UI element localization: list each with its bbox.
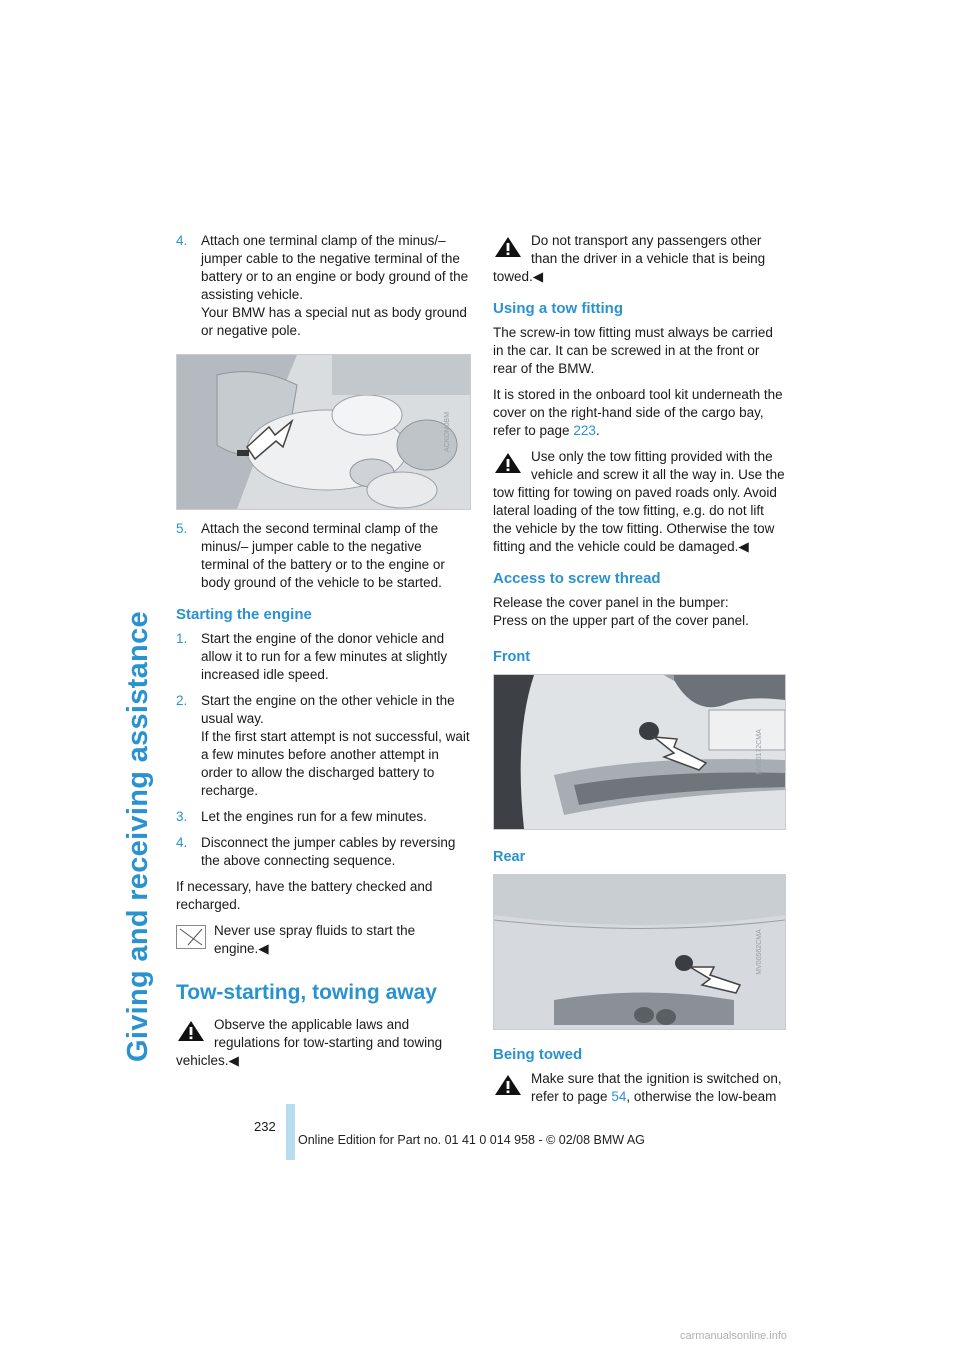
step-number: 1. <box>176 631 188 646</box>
image-code: MV00562CMA <box>756 929 764 975</box>
warning-text: Make sure that the ignition is switched on, refer to page <box>531 1071 782 1104</box>
page-link-54[interactable]: 54 <box>611 1089 627 1104</box>
step-note: If the first start attempt is not successful, wait a few minutes before another attempt in order to allow the discharged battery to recharge. <box>201 729 470 798</box>
list-item <box>176 692 472 800</box>
edition-footer: Online Edition for Part no. 01 41 0 014 958 - © 02/08 BMW AG <box>298 1133 645 1147</box>
step-number: 4. <box>176 233 188 248</box>
note-text: Never use spray fluids to start the engine.◀ <box>214 923 416 956</box>
site-watermark: carmanualsonline.info <box>680 1330 788 1342</box>
note-icon <box>176 925 206 949</box>
section-heading-being-towed: Being towed <box>493 1046 583 1063</box>
step-text: Start the engine of the donor vehicle and allow it to run for a few minutes at slightly increased idle speed. <box>201 631 448 682</box>
step-note: Your BMW has a special nut as body ground or negative pole. <box>201 305 467 338</box>
engine-bay-photo <box>176 354 471 510</box>
step-text: Attach one terminal clamp of the minus/– jumper cable to the negative terminal of the battery or to an engine or body ground of the assisting vehicle. <box>201 233 469 302</box>
warning-block <box>493 448 785 556</box>
page-number: 232 <box>254 1119 276 1134</box>
rear-bumper-photo <box>493 874 786 1030</box>
list-item <box>176 630 472 684</box>
paragraph: Press on the upper part of the cover panel. <box>493 613 749 628</box>
list-item <box>176 520 472 592</box>
warning-block <box>176 1016 472 1070</box>
page-link-223[interactable]: 223 <box>573 423 596 438</box>
warning-icon <box>176 1019 206 1043</box>
step-number: 3. <box>176 809 188 824</box>
step-text: Start the engine on the other vehicle in the usual way. <box>201 693 455 726</box>
paragraph-text: It is stored in the onboard tool kit underneath the cover on the right-hand side of the cargo bay, refer to page <box>493 387 783 438</box>
warning-icon <box>493 1073 523 1097</box>
battery-check-text: If necessary, have the battery checked and recharged. <box>176 879 433 912</box>
warning-icon <box>493 451 523 475</box>
step-text: Let the engines run for a few minutes. <box>201 809 427 824</box>
step-number: 2. <box>176 693 188 708</box>
warning-text: Use only the tow fitting provided with the vehicle and screw it all the way in. Use the tow fitting for towing on paved roads only. Avoid lateral loading of the tow fitting, e.g. do not lift the vehicle by the tow fitting. Otherwise the tow fitting and the vehicle could be damaged.◀ <box>493 449 785 554</box>
subheading-rear: Rear <box>493 849 526 865</box>
side-chapter-title <box>122 232 152 1062</box>
image-code: MV00172CMA <box>756 729 764 775</box>
paragraph: Release the cover panel in the bumper: <box>493 595 729 610</box>
side-chapter-title-text: Giving and receiving assistance <box>122 611 154 1062</box>
list-item <box>176 232 472 340</box>
paragraph: The screw-in tow fitting must always be carried in the car. It can be screwed in at the front or rear of the BMW. <box>493 325 773 376</box>
warning-text: , otherwise the low-beam <box>626 1089 777 1104</box>
step-text: Disconnect the jumper cables by reversing the above connecting sequence. <box>201 835 456 868</box>
note-block <box>176 922 472 958</box>
warning-icon <box>493 235 523 259</box>
list-item <box>176 808 472 826</box>
warning-block <box>493 232 785 286</box>
step-number: 5. <box>176 521 188 536</box>
warning-text: Do not transport any passengers other than the driver in a vehicle that is being towed.◀ <box>493 233 766 284</box>
section-heading-tow-starting: Tow-starting, towing away <box>176 981 437 1004</box>
step-text: Attach the second terminal clamp of the minus/– jumper cable to the negative terminal of the battery or to the engine or body ground of the vehicle to be started. <box>201 521 445 590</box>
list-item <box>176 834 472 870</box>
footer-accent-bar <box>286 1104 295 1160</box>
step-number: 4. <box>176 835 188 850</box>
section-heading-screw-thread: Access to screw thread <box>493 570 661 587</box>
warning-block <box>493 1070 785 1106</box>
warning-text: Observe the applicable laws and regulations for tow-starting and towing vehicles.◀ <box>176 1017 443 1068</box>
section-heading-tow-fitting: Using a tow fitting <box>493 300 623 317</box>
left-column <box>176 232 472 1078</box>
subheading-front: Front <box>493 649 531 665</box>
paragraph-text: . <box>595 423 600 438</box>
image-code: ACKOM0BM <box>443 411 451 453</box>
paragraph <box>493 386 785 440</box>
right-column <box>493 232 785 1114</box>
front-bumper-photo <box>493 674 786 830</box>
section-heading-starting-engine: Starting the engine <box>176 606 312 623</box>
